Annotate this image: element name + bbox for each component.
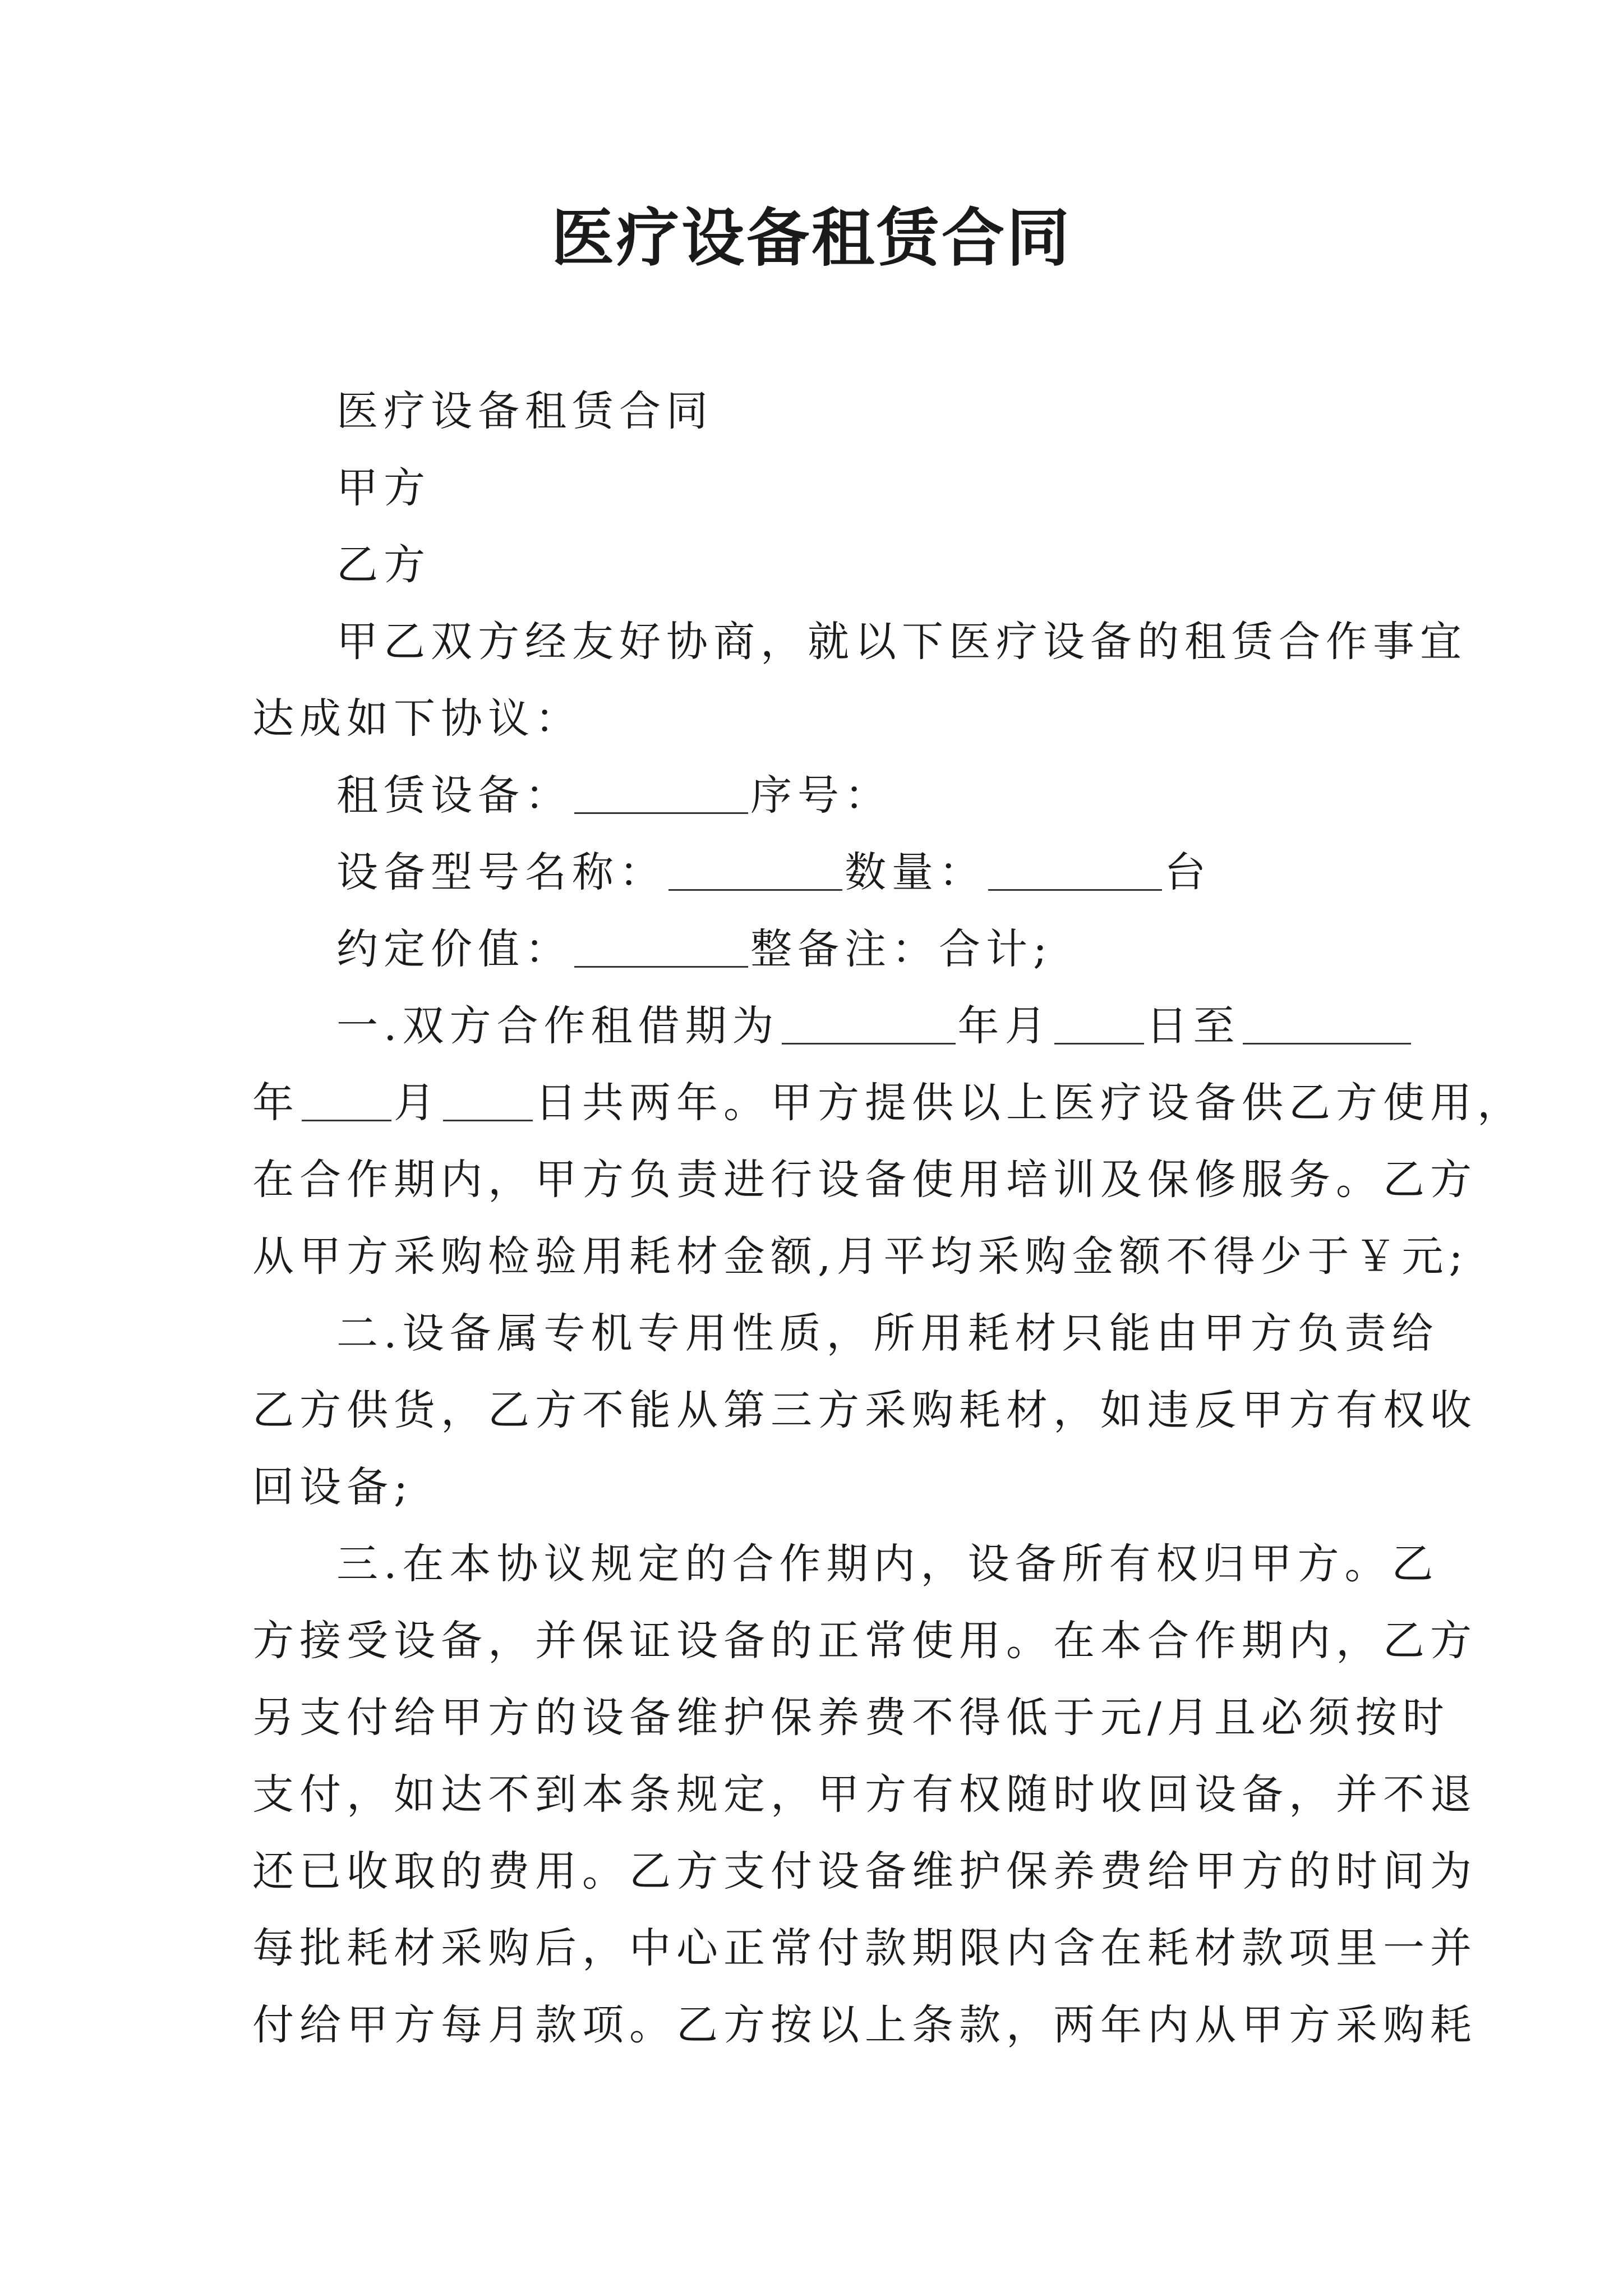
- preamble-line-2: 达成如下协议：: [252, 694, 582, 743]
- clause-2-line-1: 二.设备属专机专用性质，所用耗材只能由甲方负责给: [336, 1309, 1439, 1358]
- clause-1-end-month: 月: [394, 1079, 441, 1127]
- preamble-line-1: 甲乙双方经友好协商，就以下医疗设备的租赁合作事宜: [336, 618, 1467, 666]
- agreed-value-blank: [574, 927, 748, 968]
- model-name-label: 设备型号名称：: [336, 848, 666, 896]
- document-body: [252, 373, 1524, 2064]
- end-month-blank: [302, 1080, 391, 1121]
- clause-1-line-4: 从甲方采购检验用耗材金额,月平均采购金额不得少于￥元;: [252, 1232, 1469, 1281]
- clause-3-line-6: 每批耗材采购后，中心正常付款期限内含在耗材款项里一并: [252, 1924, 1477, 1972]
- clause-2-line-2: 乙方供货，乙方不能从第三方采购耗材，如违反甲方有权收: [252, 1386, 1477, 1434]
- clause-1-year: 年月: [957, 1002, 1052, 1050]
- end-year-blank: [1243, 1004, 1411, 1045]
- clause-1-line-3: 在合作期内，甲方负责进行设备使用培训及保修服务。乙方: [252, 1156, 1477, 1204]
- field-model-name: [252, 834, 1380, 911]
- clause-3-line-1: 三.在本协议规定的合作期内，设备所有权归甲方。乙: [336, 1540, 1439, 1588]
- clause-1-line-1: [252, 988, 1380, 1065]
- clause-1-line-2: [252, 1065, 1524, 1142]
- clause-2-line-3: 回设备;: [252, 1463, 413, 1511]
- clause-3-line-3: 另支付给甲方的设备维护保养费不得低于元/月且必须按时: [252, 1694, 1450, 1742]
- end-day-blank: [443, 1080, 533, 1121]
- agreed-value-label: 约定价值：: [336, 925, 572, 973]
- party-b-label: 乙方: [336, 541, 431, 589]
- clause-3-line-2: 方接受设备，并保证设备的正常使用。在本合作期内，乙方: [252, 1617, 1477, 1665]
- start-year-blank: [782, 1004, 956, 1045]
- document-title: 医疗设备租赁合同: [551, 201, 1072, 275]
- serial-no-label: 序号：: [750, 771, 892, 820]
- clause-3-line-4: 支付，如达不到本条规定，甲方有权随时收回设备，并不退: [252, 1770, 1477, 1819]
- start-day-blank: [1054, 1004, 1144, 1045]
- remarks-label: 整备注：合计;: [750, 925, 1053, 973]
- paragraph-contract-name: 医疗设备租赁合同: [336, 387, 713, 435]
- quantity-blank: [988, 850, 1162, 891]
- clause-1-prefix: 一.双方合作租借期为: [336, 1002, 780, 1050]
- quantity-label: 数量：: [845, 848, 986, 896]
- model-name-blank: [668, 850, 842, 891]
- rental-equipment-label: 租赁设备：: [336, 771, 572, 820]
- clause-3-line-5: 还已收取的费用。乙方支付设备维护保养费给甲方的时间为: [252, 1847, 1477, 1895]
- field-agreed-value: [252, 911, 1380, 988]
- clause-1-end-year: 年: [252, 1079, 299, 1127]
- field-rental-equipment: [252, 757, 1380, 834]
- clause-3-line-7: 付给甲方每月款项。乙方按以上条款，两年内从甲方采购耗: [252, 2001, 1477, 2049]
- unit-label: 台: [1164, 848, 1211, 896]
- clause-1-day-to: 日至: [1146, 1002, 1241, 1050]
- party-a-label: 甲方: [336, 464, 431, 512]
- rental-equipment-blank: [574, 773, 748, 814]
- clause-1-rest: 日共两年。甲方提供以上医疗设备供乙方使用，: [535, 1079, 1524, 1127]
